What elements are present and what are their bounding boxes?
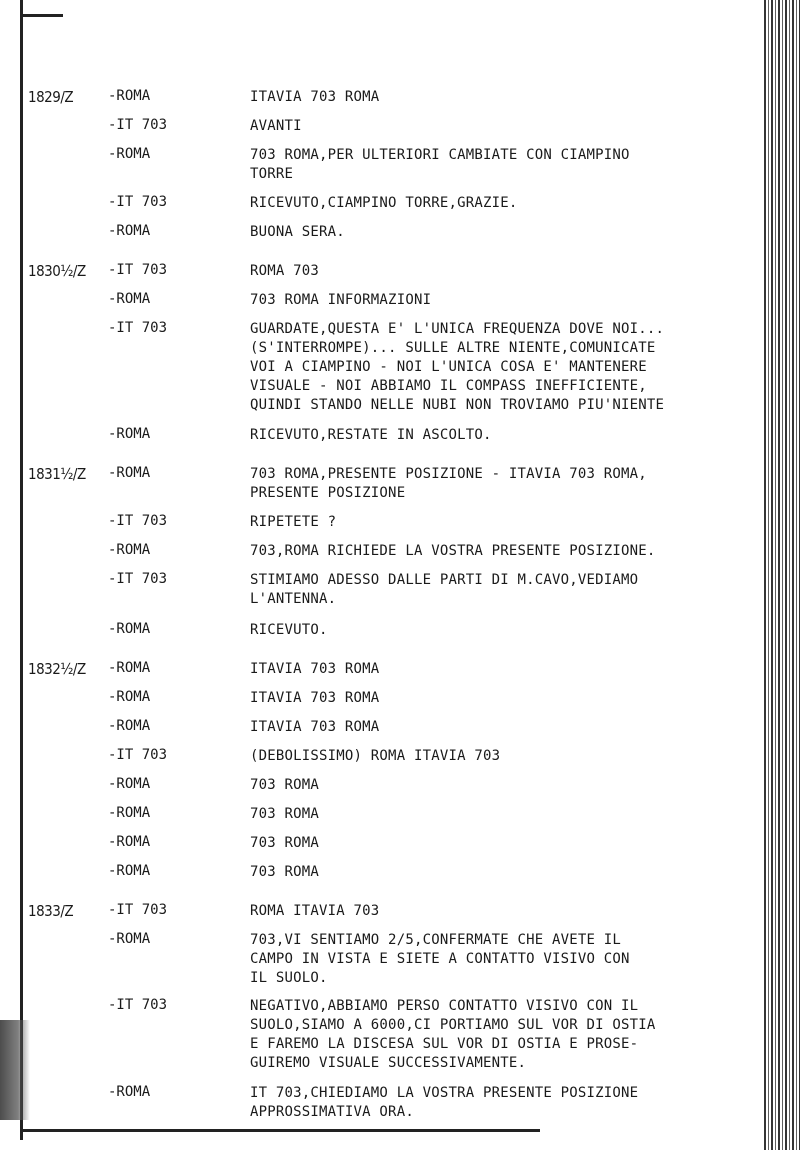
message-text: RIPETETE ?: [250, 514, 337, 530]
message-text: 703 ROMA: [250, 835, 320, 851]
message-text: ITAVIA 703 ROMA: [250, 690, 380, 706]
message-text: 703 ROMA: [250, 806, 320, 822]
speaker-label: -ROMA: [108, 542, 151, 558]
speaker-label: -ROMA: [108, 426, 151, 442]
speaker-label: -IT 703: [108, 117, 168, 133]
speaker-label: -IT 703: [108, 997, 168, 1013]
message-text: IT 703,CHIEDIAMO LA VOSTRA PRESENTE POSIZIONE APPROSSIMATIVA ORA.: [250, 1085, 639, 1120]
message-text: STIMIAMO ADESSO DALLE PARTI DI M.CAVO,VEDIAMO L'ANTENNA.: [250, 572, 639, 607]
message-text: NEGATIVO,ABBIAMO PERSO CONTATTO VISIVO CON IL SUOLO,SIAMO A 6000,CI PORTIAMO SUL VOR DI OSTIA E FAREMO LA DISCESA SUL VOR DI OSTIA E PROSE- GUIREMO VISUALE SUCCESSIVAMENTE.: [250, 998, 656, 1071]
message-text: ROMA ITAVIA 703: [250, 903, 380, 919]
speaker-label: -IT 703: [108, 571, 168, 587]
message-text: 703,VI SENTIAMO 2/5,CONFERMATE CHE AVETE IL CAMPO IN VISTA E SIETE A CONTATTO VISIVO CON IL SUOLO.: [250, 932, 630, 986]
speaker-label: -IT 703: [108, 902, 168, 918]
speaker-label: -IT 703: [108, 262, 168, 278]
message-text: ITAVIA 703 ROMA: [250, 661, 380, 677]
message-text: (DEBOLISSIMO) ROMA ITAVIA 703: [250, 748, 501, 764]
speaker-label: -ROMA: [108, 805, 151, 821]
speaker-label: -ROMA: [108, 863, 151, 879]
speaker-label: -ROMA: [108, 931, 151, 947]
message-text: ITAVIA 703 ROMA: [250, 719, 380, 735]
message-text: GUARDATE,QUESTA E' L'UNICA FREQUENZA DOVE NOI... (S'INTERROMPE)... SULLE ALTRE NIENTE,COMUNICATE VOI A CIAMPINO - NOI L'UNICA COSA E' MANTENERE VISUALE - NOI ABBIAMO IL COMPASS INEFFICIENTE, QUINDI STANDO NELLE NUBI NON TROVIAMO PIU'NIENTE: [250, 321, 665, 413]
message-text: RICEVUTO.: [250, 622, 328, 638]
speaker-label: -ROMA: [108, 146, 151, 162]
message-text: 703 ROMA,PRESENTE POSIZIONE - ITAVIA 703 ROMA, PRESENTE POSIZIONE: [250, 466, 647, 501]
message-text: AVANTI: [250, 118, 302, 134]
binding-strip: [764, 0, 800, 1150]
speaker-label: -ROMA: [108, 660, 151, 676]
scan-smudge: [0, 1020, 30, 1120]
speaker-label: -ROMA: [108, 776, 151, 792]
speaker-label: -ROMA: [108, 1084, 151, 1100]
speaker-label: -IT 703: [108, 194, 168, 210]
timestamp: 1830½/Z: [28, 262, 86, 280]
message-text: 703 ROMA INFORMAZIONI: [250, 292, 432, 308]
timestamp: 1833/Z: [28, 902, 74, 920]
speaker-label: -ROMA: [108, 718, 151, 734]
message-text: 703 ROMA,PER ULTERIORI CAMBIATE CON CIAMPINO TORRE: [250, 147, 630, 182]
speaker-label: -IT 703: [108, 513, 168, 529]
message-text: RICEVUTO,CIAMPINO TORRE,GRAZIE.: [250, 195, 518, 211]
timestamp: 1831½/Z: [28, 465, 86, 483]
message-text: ROMA 703: [250, 263, 320, 279]
speaker-label: -ROMA: [108, 834, 151, 850]
speaker-label: -ROMA: [108, 88, 151, 104]
message-text: 703 ROMA: [250, 864, 320, 880]
speaker-label: -IT 703: [108, 320, 168, 336]
message-text: ITAVIA 703 ROMA: [250, 89, 380, 105]
timestamp: 1829/Z: [28, 88, 74, 106]
message-text: 703,ROMA RICHIEDE LA VOSTRA PRESENTE POSIZIONE.: [250, 543, 656, 559]
speaker-label: -ROMA: [108, 291, 151, 307]
speaker-label: -ROMA: [108, 223, 151, 239]
speaker-label: -ROMA: [108, 689, 151, 705]
speaker-label: -IT 703: [108, 747, 168, 763]
message-text: BUONA SERA.: [250, 224, 345, 240]
message-text: 703 ROMA: [250, 777, 320, 793]
page-bottom-edge: [20, 1129, 540, 1132]
page-left-edge: [20, 0, 23, 1140]
message-text: RICEVUTO,RESTATE IN ASCOLTO.: [250, 427, 492, 443]
speaker-label: -ROMA: [108, 621, 151, 637]
page-top-corner: [20, 0, 63, 17]
speaker-label: -ROMA: [108, 465, 151, 481]
timestamp: 1832½/Z: [28, 660, 86, 678]
